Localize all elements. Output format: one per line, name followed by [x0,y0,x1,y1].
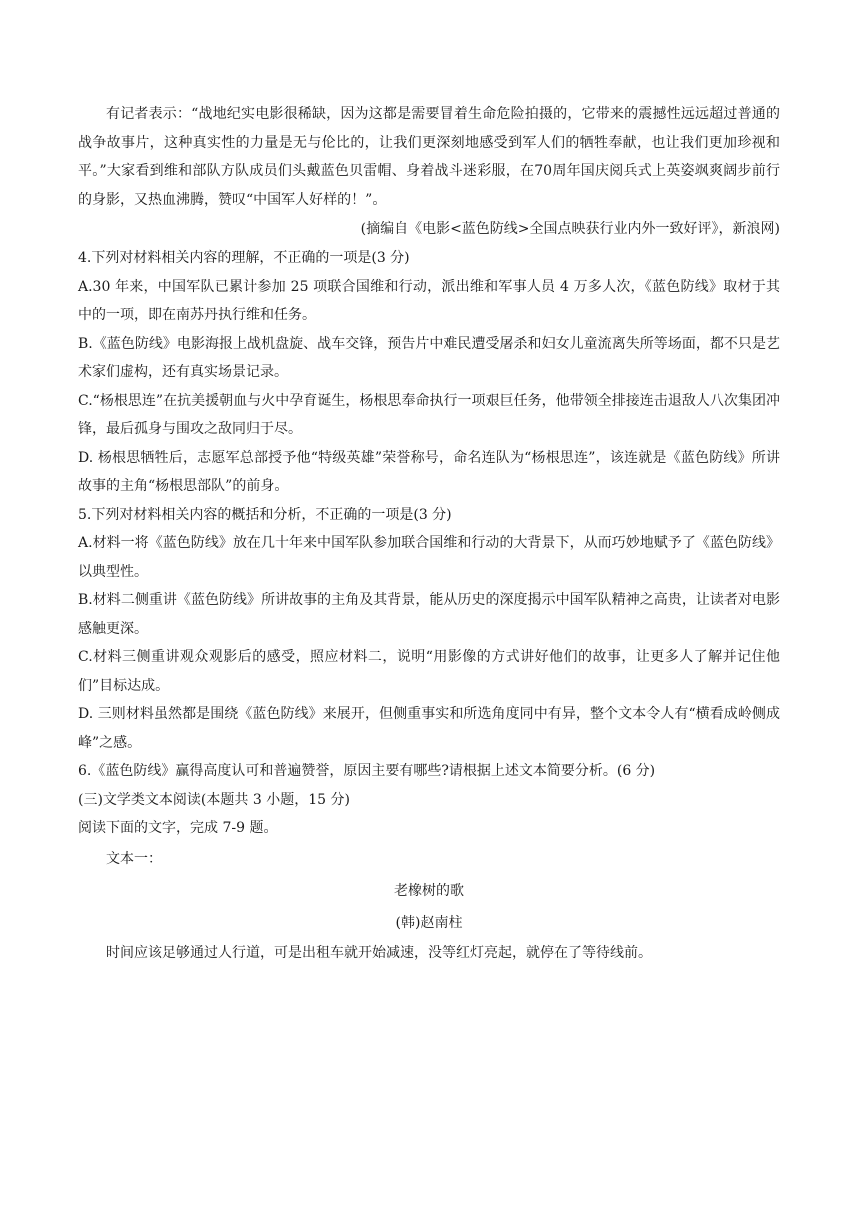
question-5-stem: 5.下列对材料相关内容的概括和分析，不正确的一项是(3 分) [78,506,452,523]
question-4-option-a: A.30 年来，中国军队已累计参加 25 项联合国维和行动，派出维和军事人员 4 万多人次，《蓝色防线》取材于其中的一项，即在南苏丹执行维和任务。 [78,278,780,323]
question-5-option-c: C.材料三侧重讲观众观影后的感受，照应材料二，说明“用影像的方式讲好他们的故事，让更多人了解并记住他们”目标达成。 [78,649,780,694]
question-4 [78,244,780,501]
question-4-option-b: B.《蓝色防线》电影海报上战机盘旋、战车交锋，预告片中难民遭受屠杀和妇女儿童流离失所等场面，都不只是艺术家们虚构，还有真实场景记录。 [78,335,780,380]
story-author: (韩)赵南柱 [395,914,463,931]
intro-paragraph: 有记者表示：“战地纪实电影很稀缺，因为这都是需要冒着生命危险拍摄的，它带来的震撼性远远超过普通的战争故事片，这种真实性的力量是无与伦比的，让我们更深刻地感受到军人们的牺牲奉献，也让我们更加珍视和平。”大家看到维和部队方队成员们头戴蓝色贝雷帽、身着战斗迷彩服，在70周年国庆阅兵式上英姿飒爽阔步前行的身影，又热血沸腾，赞叹“中国军人好样的！”。 [78,106,780,208]
section-3-instruction: 阅读下面的文字，完成 7-9 题。 [78,820,278,836]
question-4-stem: 4.下列对材料相关内容的理解，不正确的一项是(3 分) [78,250,410,266]
document-page [78,100,780,967]
story-title: 老橡树的歌 [394,882,464,899]
story-first-line: 时间应该足够通过人行道，可是出租车就开始减速，没等红灯亮起，就停在了等待线前。 [106,944,652,961]
question-6-stem: 6.《蓝色防线》赢得高度认可和普遍赞誉，原因主要有哪些?请根据上述文本简要分析。(6 分) [78,763,656,779]
source-citation: (摘编自《电影<蓝色防线>全国点映获行业内外一致好评》，新浪网) [360,221,780,237]
question-5 [78,501,780,758]
question-5-option-b: B.材料二侧重讲《蓝色防线》所讲故事的主角及其背景，能从历史的深度揭示中国军队精神之高贵，让读者对电影感触更深。 [78,592,780,637]
text-one-label: 文本一： [106,850,162,867]
question-4-option-c: C.“杨根思连”在抗美援朝血与火中孕育诞生，杨根思奉命执行一项艰巨任务，他带领全排接连击退敌人八次集团冲锋，最后孤身与围攻之敌同归于尽。 [78,392,780,437]
section-3-heading: (三)文学类文本阅读(本题共 3 小题，15 分) [78,791,350,808]
question-5-option-a: A.材料一将《蓝色防线》放在几十年来中国军队参加联合国维和行动的大背景下，从而巧妙地赋予了《蓝色防线》以典型性。 [78,535,780,580]
question-4-option-d: D. 杨根思牺牲后，志愿军总部授予他“特级英雄”荣誉称号，命名连队为“杨根思连”，该连就是《蓝色防线》所讲故事的主角“杨根思部队”的前身。 [78,449,780,494]
question-5-option-d: D. 三则材料虽然都是围绕《蓝色防线》来展开，但侧重事实和所选角度同中有异，整个文本令人有“横看成岭侧成峰”之感。 [78,706,780,751]
